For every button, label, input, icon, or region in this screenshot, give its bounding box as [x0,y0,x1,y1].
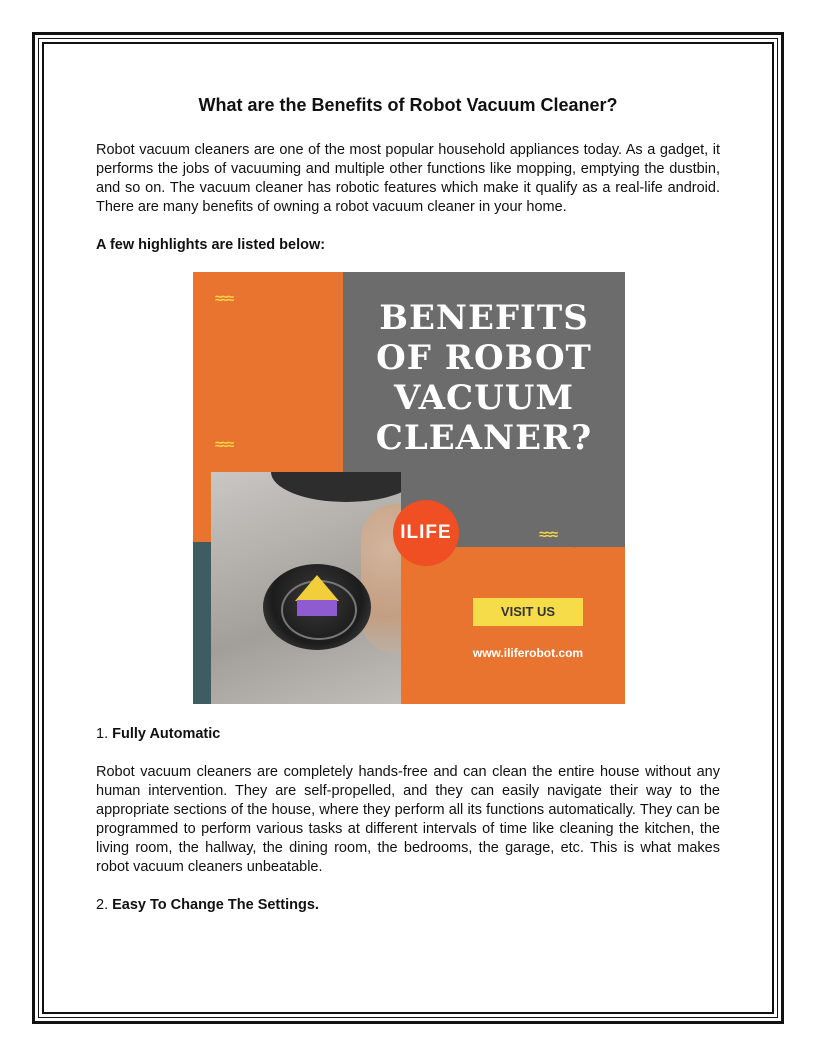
document-body [96,92,720,915]
banner-title-line: VACUUM [393,378,575,418]
robot-vacuum-photo [211,472,401,704]
section-number: 2. [96,897,109,913]
wavy-line-icon: ≈≈≈ [215,290,233,306]
benefits-banner-image [193,272,625,704]
highlights-heading: A few highlights are listed below: [96,237,326,253]
section-heading-1 [96,725,720,744]
ilife-logo: ILIFE [393,500,459,566]
toy-roof [295,575,339,601]
intro-paragraph: Robot vacuum cleaners are one of the most popular household appliances today. As a gadget, it performs the jobs of vacuuming and multiple other functions like mopping, emptying the dustbin, and so on. The vacuum cleaner has robotic features which make it qualify as a real-life android. There are many benefits of owning a robot vacuum cleaner in your home. [96,142,720,215]
wavy-line-icon: ≈≈≈ [215,436,233,452]
visit-us-button[interactable]: VISIT US [473,598,583,626]
wavy-line-icon: ≈≈≈ [539,526,557,542]
banner-title [348,298,620,458]
charging-dock [271,472,401,502]
section-body-1: Robot vacuum cleaners are completely hands-free and can clean the entire house without any human intervention. They are self-propelled, and they can easily navigate their way to the appropriate sections of the house, where they perform all its functions automatically. They can be programmed to perform various tasks at different intervals of time like cleaning the kitchen, the living room, the hallway, the dining room, the bedrooms, the garage, etc. This is what makes robot vacuum cleaners unbeatable. [96,764,720,875]
banner-title-line: CLEANER? [375,418,593,458]
section-number: 1. [96,726,109,742]
banner-title-line: BENEFITS [379,298,589,338]
banner-gray-notch [483,500,575,548]
website-url: www.iliferobot.com [472,646,584,660]
section-title: Easy To Change The Settings. [112,897,319,913]
section-title: Fully Automatic [112,726,221,742]
section-heading-2 [96,896,720,915]
banner-title-line: OF ROBOT [376,338,592,378]
toy-base [297,600,337,616]
page-title: What are the Benefits of Robot Vacuum Cleaner? [198,95,618,115]
